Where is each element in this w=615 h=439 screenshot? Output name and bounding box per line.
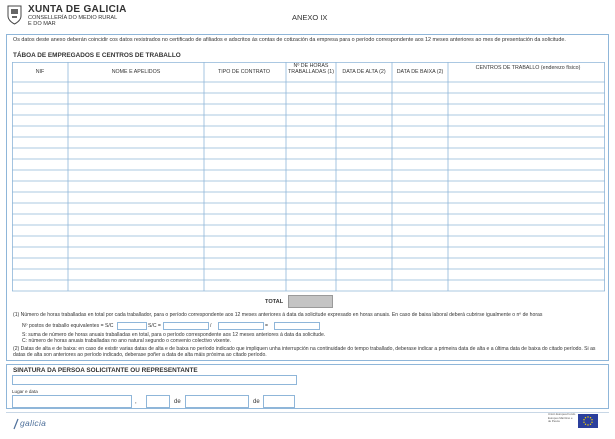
table-cell[interactable] — [205, 94, 285, 103]
table-cell[interactable] — [393, 270, 447, 279]
table-cell[interactable] — [287, 149, 335, 158]
table-cell[interactable] — [13, 138, 67, 147]
table-cell[interactable] — [69, 182, 203, 191]
table-cell[interactable] — [69, 193, 203, 202]
table-cell[interactable] — [337, 171, 391, 180]
eu-funding-text: Unión Europea Fondo Europeo Marítimo e de Pesca — [548, 412, 576, 424]
table-cell[interactable] — [393, 237, 447, 246]
table-cell[interactable] — [287, 171, 335, 180]
xunta-emblem-icon — [6, 4, 23, 26]
table-cell[interactable] — [13, 105, 67, 114]
table-cell[interactable] — [337, 259, 391, 268]
table-cell[interactable] — [449, 204, 604, 213]
table-cell[interactable] — [337, 94, 391, 103]
table-cell[interactable] — [393, 226, 447, 235]
employees-table — [12, 62, 605, 310]
table-cell[interactable] — [337, 105, 391, 114]
table-cell[interactable] — [449, 281, 604, 290]
table-cell[interactable] — [337, 160, 391, 169]
table-cell[interactable] — [337, 248, 391, 257]
table-cell[interactable] — [337, 182, 391, 191]
table-cell[interactable] — [13, 204, 67, 213]
table-cell[interactable] — [13, 149, 67, 158]
table-cell[interactable] — [393, 105, 447, 114]
table-cell[interactable] — [449, 94, 604, 103]
sc-label: S/C = — [148, 323, 161, 329]
org-subtitle-line1: CONSELLERÍA DO MEDIO RURAL — [28, 15, 118, 21]
table-cell[interactable] — [449, 215, 604, 224]
org-subtitle-line2: E DO MAR — [28, 21, 56, 28]
table-cell[interactable] — [69, 105, 203, 114]
table-cell[interactable] — [205, 193, 285, 202]
table-cell[interactable] — [13, 215, 67, 224]
comma-separator: , — [135, 399, 137, 405]
table-cell[interactable] — [69, 270, 203, 279]
table-cell[interactable] — [287, 193, 335, 202]
table-cell[interactable] — [205, 204, 285, 213]
table-cell[interactable] — [449, 237, 604, 246]
table-cell[interactable] — [449, 259, 604, 268]
signature-field[interactable] — [12, 375, 297, 385]
table-cell[interactable] — [287, 182, 335, 191]
table-cell[interactable] — [337, 149, 391, 158]
place-date-label: Lugar e data — [12, 389, 38, 394]
table-cell[interactable] — [287, 215, 335, 224]
table-cell[interactable] — [287, 116, 335, 125]
signature-title: SINATURA DA PERSOA SOLICITANTE OU REPRESENTANTE — [13, 367, 198, 374]
table-cell[interactable] — [205, 270, 285, 279]
col-header-name: NOME E APELIDOS — [111, 69, 161, 75]
table-cell[interactable] — [205, 83, 285, 92]
table-cell[interactable] — [205, 105, 285, 114]
annex-title: ANEXO IX — [292, 13, 328, 22]
table-cell[interactable] — [337, 127, 391, 136]
table-cell[interactable] — [449, 105, 604, 114]
table-cell[interactable] — [287, 94, 335, 103]
table-cell[interactable] — [69, 127, 203, 136]
employees-section — [6, 34, 609, 361]
table-cell[interactable] — [287, 248, 335, 257]
day-field[interactable] — [146, 395, 170, 408]
table-cell[interactable] — [449, 83, 604, 92]
table-cell[interactable] — [337, 226, 391, 235]
table-cell[interactable] — [337, 215, 391, 224]
table-cell[interactable] — [393, 127, 447, 136]
table-cell[interactable] — [205, 116, 285, 125]
table-cell[interactable] — [69, 281, 203, 290]
table-cell[interactable] — [69, 248, 203, 257]
table-cell[interactable] — [337, 204, 391, 213]
table-cell[interactable] — [393, 171, 447, 180]
month-field[interactable] — [185, 395, 249, 408]
table-cell[interactable] — [69, 171, 203, 180]
table-cell[interactable] — [393, 193, 447, 202]
table-cell[interactable] — [205, 259, 285, 268]
equals-label: = — [265, 323, 268, 329]
table-cell[interactable] — [287, 270, 335, 279]
table-cell[interactable] — [393, 138, 447, 147]
table-cell[interactable] — [449, 160, 604, 169]
table-cell[interactable] — [205, 171, 285, 180]
table-cell[interactable] — [337, 270, 391, 279]
page-header — [6, 4, 609, 32]
table-cell[interactable] — [393, 149, 447, 158]
table-cell[interactable] — [13, 248, 67, 257]
table-cell[interactable] — [449, 138, 604, 147]
table-cell[interactable] — [393, 215, 447, 224]
table-cell[interactable] — [337, 116, 391, 125]
table-cell[interactable] — [205, 215, 285, 224]
table-cell[interactable] — [337, 138, 391, 147]
table-cell[interactable] — [449, 182, 604, 191]
table-cell[interactable] — [393, 182, 447, 191]
table-grid — [12, 62, 605, 310]
table-cell[interactable] — [13, 171, 67, 180]
table-cell[interactable] — [205, 138, 285, 147]
table-cell[interactable] — [393, 248, 447, 257]
table-cell[interactable] — [69, 138, 203, 147]
table-cell[interactable] — [449, 270, 604, 279]
table-cell[interactable] — [449, 171, 604, 180]
total-label: TOTAL — [265, 299, 284, 305]
s-definition: S: suma de número de horas anuais traballadas en total, para o período correspondente aos 12 meses anteriores á data da solicitude. — [22, 332, 326, 338]
table-cell[interactable] — [13, 270, 67, 279]
table-cell[interactable] — [13, 160, 67, 169]
table-cell[interactable] — [205, 226, 285, 235]
table-cell[interactable] — [205, 149, 285, 158]
table-cell[interactable] — [69, 160, 203, 169]
c-value-field[interactable] — [218, 322, 264, 330]
table-cell[interactable] — [393, 116, 447, 125]
org-subtitle — [28, 15, 117, 28]
table-cell[interactable] — [13, 127, 67, 136]
table-cell[interactable] — [393, 259, 447, 268]
table-cell[interactable] — [287, 237, 335, 246]
table-cell[interactable] — [205, 127, 285, 136]
signature-section — [6, 364, 609, 409]
table-cell[interactable] — [449, 248, 604, 257]
table-cell[interactable] — [205, 182, 285, 191]
table-cell[interactable] — [287, 259, 335, 268]
table-cell[interactable] — [449, 127, 604, 136]
table-cell[interactable] — [69, 259, 203, 268]
table-cell[interactable] — [13, 193, 67, 202]
table-cell[interactable] — [393, 83, 447, 92]
table-cell[interactable] — [337, 193, 391, 202]
table-cell[interactable] — [393, 204, 447, 213]
col-header-contract: TIPO DE CONTRATO — [218, 69, 270, 75]
total-hours-cell[interactable] — [288, 295, 333, 308]
col-header-end-date: DATA DE BAIXA (2) — [396, 69, 444, 75]
table-cell[interactable] — [13, 182, 67, 191]
table-cell[interactable] — [13, 83, 67, 92]
note-dates: (2) Datas de alta e de baixa: en caso de existir varias datas de alta e de baixa no período indicado que impliquen unha interrupción na continuidade do tempo traballado, deberase indicar a primeira data de alta e a última data de baixa do citado período. Si as datas de alta son anteriores ao período indicado, deberase poñer a data de alta máis próxima ao citado período. — [13, 346, 596, 359]
table-cell[interactable] — [287, 127, 335, 136]
posts-result-field[interactable] — [117, 322, 147, 330]
table-cell[interactable] — [287, 138, 335, 147]
c-definition: C: número de horas anuais traballadas no ano natural segundo o convenio colectivo vixente. — [22, 338, 231, 344]
table-cell[interactable] — [69, 237, 203, 246]
table-title: TÁBOA DE EMPREGADOS E CENTROS DE TRABALLO — [13, 52, 181, 59]
table-cell[interactable] — [69, 215, 203, 224]
table-cell[interactable] — [13, 116, 67, 125]
eu-flag-icon — [578, 414, 598, 428]
s-value-field[interactable] — [163, 322, 212, 330]
table-cell[interactable] — [13, 259, 67, 268]
table-cell[interactable] — [393, 281, 447, 290]
table-cell[interactable] — [287, 160, 335, 169]
table-cell[interactable] — [337, 281, 391, 290]
slash-label: / — [210, 323, 212, 329]
ratio-result-field[interactable] — [274, 322, 320, 330]
table-cell[interactable] — [205, 237, 285, 246]
table-cell[interactable] — [287, 226, 335, 235]
galicia-brand: galicia — [20, 418, 47, 428]
table-cell[interactable] — [69, 149, 203, 158]
table-cell[interactable] — [69, 204, 203, 213]
galicia-logo-icon — [12, 418, 20, 430]
place-field[interactable] — [12, 395, 132, 408]
table-cell[interactable] — [393, 160, 447, 169]
table-cell[interactable] — [205, 248, 285, 257]
de-label-1: de — [174, 399, 181, 405]
posts-formula-label: Nº postos de traballo equivalentes = S/C — [22, 323, 114, 329]
table-cell[interactable] — [287, 105, 335, 114]
col-header-start-date: DATA DE ALTA (2) — [342, 69, 386, 75]
table-cell[interactable] — [287, 281, 335, 290]
table-cell[interactable] — [449, 116, 604, 125]
table-cell[interactable] — [69, 94, 203, 103]
table-cell[interactable] — [69, 226, 203, 235]
table-cell[interactable] — [205, 281, 285, 290]
table-cell[interactable] — [13, 226, 67, 235]
table-cell[interactable] — [337, 237, 391, 246]
footer-divider — [6, 412, 609, 413]
table-cell[interactable] — [393, 94, 447, 103]
table-cell[interactable] — [287, 204, 335, 213]
org-title: XUNTA DE GALICIA — [28, 4, 127, 15]
col-header-hours: Nº DE HORAS TRABALLADAS (1) — [288, 63, 334, 76]
table-cell[interactable] — [449, 226, 604, 235]
table-cell[interactable] — [449, 149, 604, 158]
table-cell[interactable] — [205, 160, 285, 169]
table-cell[interactable] — [13, 237, 67, 246]
table-cell[interactable] — [449, 193, 604, 202]
year-field[interactable] — [263, 395, 295, 408]
col-header-nif: NIF — [35, 69, 45, 75]
table-cell[interactable] — [13, 94, 67, 103]
note-hours: (1) Número de horas traballadas en total por cada traballador, para o período correspondente aos 12 meses anteriores á data da solicitude expresado en horas anuais. En caso de baixa laboral deberá cubrirse igualmente o nº de horas — [13, 312, 543, 318]
table-cell[interactable] — [69, 116, 203, 125]
table-cell[interactable] — [69, 83, 203, 92]
table-cell[interactable] — [287, 83, 335, 92]
intro-text: Os datos deste anexo deberán coincidir cos datos rexistrados no certificado de afiliados e adscritos ás contas de cotización da empresa para o período correspondente aos 12 meses anteriores ao mes de presentación da solicitude. — [13, 37, 566, 43]
de-label-2: de — [253, 399, 260, 405]
table-cell[interactable] — [13, 281, 67, 290]
table-cell[interactable] — [337, 83, 391, 92]
col-header-workplaces: CENTROS DE TRABALLO (enderezo físico) — [475, 65, 581, 71]
